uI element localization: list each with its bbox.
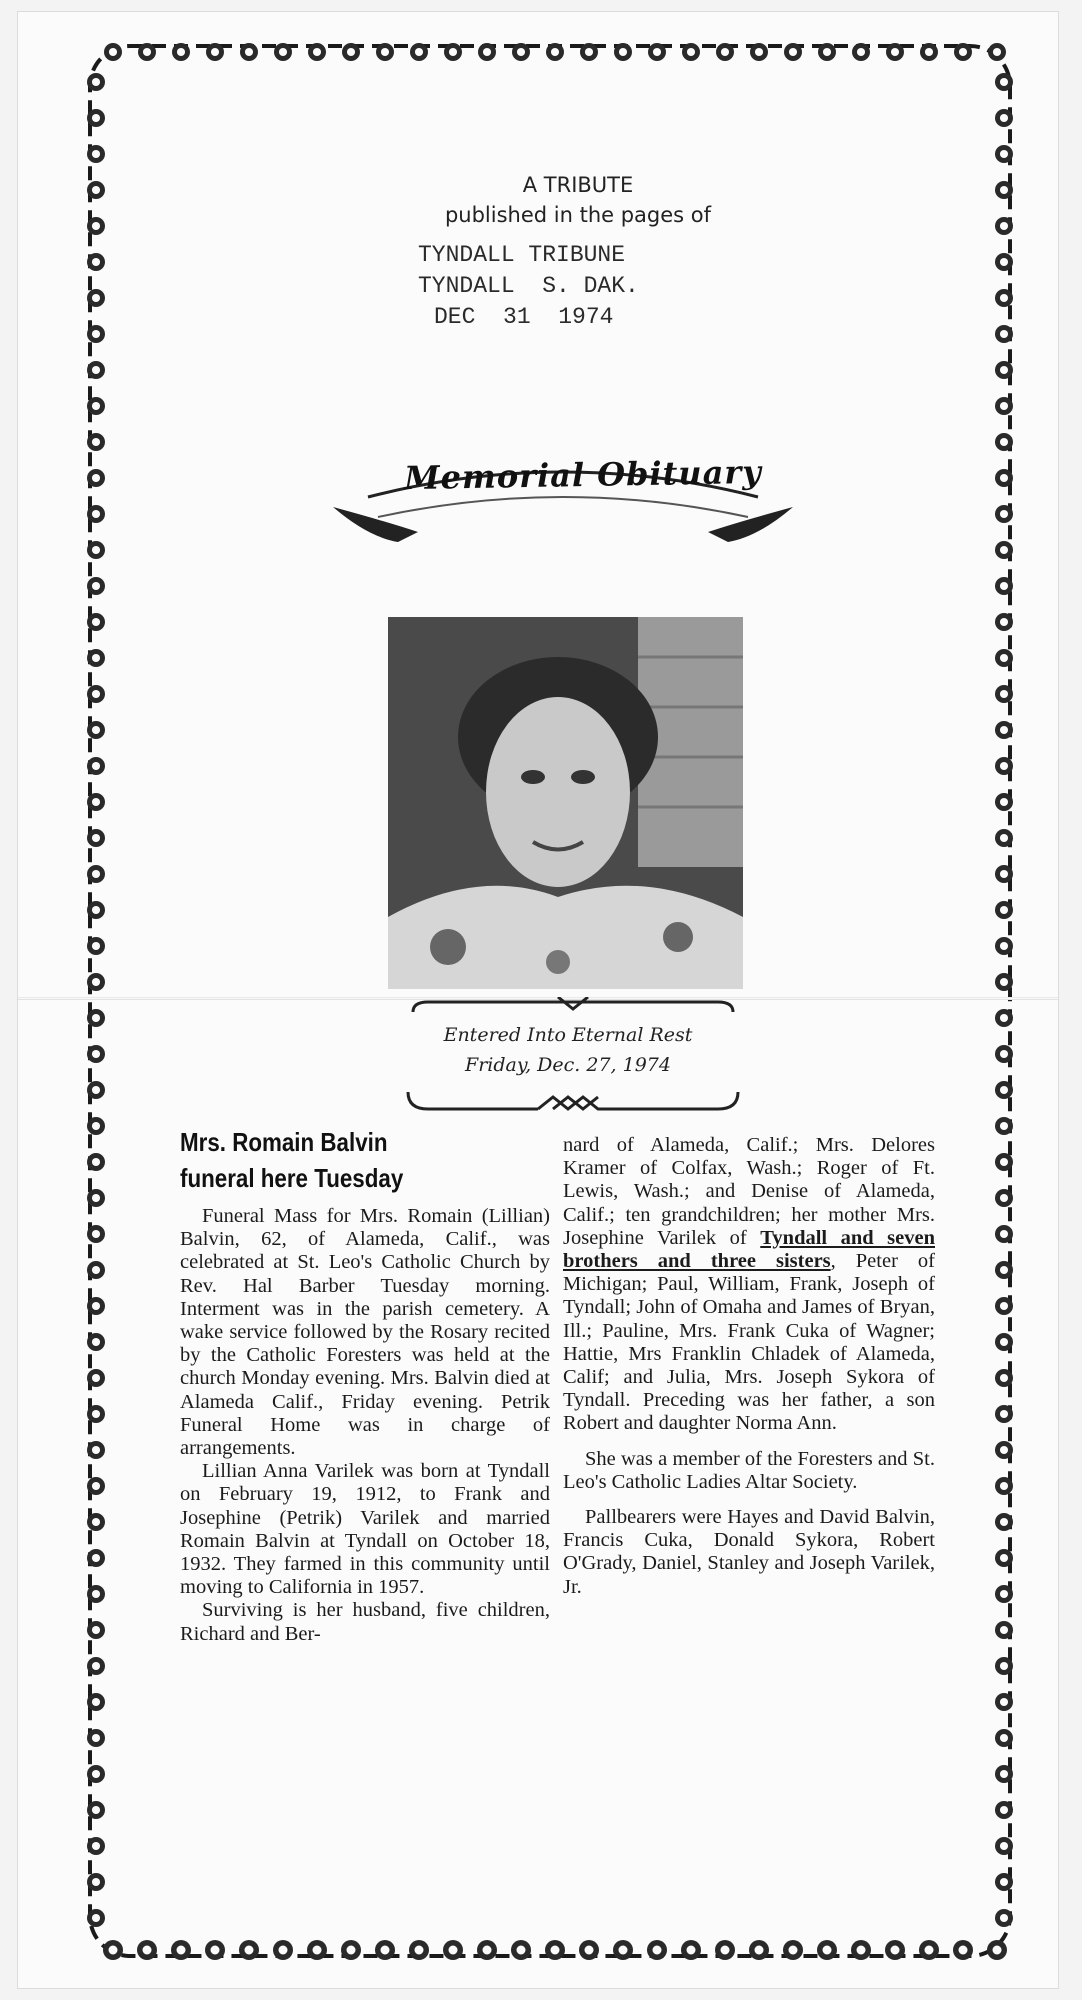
border-flower-center — [1000, 1914, 1008, 1922]
border-flower-center — [1000, 1050, 1008, 1058]
border-flower-center — [1000, 474, 1008, 482]
border-flower-center — [211, 1946, 220, 1955]
border-flower-center — [92, 1698, 100, 1706]
article-headline — [180, 1124, 447, 1196]
border-flower-center — [92, 1662, 100, 1670]
article-column-left — [180, 1205, 550, 1646]
portrait-photo — [388, 617, 743, 989]
border-flower-center — [857, 48, 865, 56]
border-flower-center — [415, 1946, 424, 1955]
border-flower-center — [279, 48, 287, 56]
border-flower-center — [1000, 1086, 1008, 1094]
border-flower-center — [92, 438, 100, 446]
typed-source — [418, 240, 718, 333]
border-flower-center — [823, 48, 831, 56]
border-flower-center — [92, 114, 100, 122]
border-flower-center — [1000, 510, 1008, 518]
border-flower-center — [92, 1194, 100, 1202]
border-flower-center — [1000, 294, 1008, 302]
border-flower-center — [92, 510, 100, 518]
banner-title: Memorial Obituary — [403, 452, 763, 498]
border-flower-center — [92, 1410, 100, 1418]
border-flower-center — [92, 546, 100, 554]
border-flower-center — [1000, 258, 1008, 266]
border-flower-center — [92, 366, 100, 374]
eternal-line-1: Entered Into Eternal Rest — [443, 1024, 693, 1046]
border-flower-center — [1000, 546, 1008, 554]
border-flower-center — [1000, 1230, 1008, 1238]
survivors-text-c: , Peter of Michigan; Paul, William, Frank, Joseph of Tyndall; John of Omaha and James of Bryan, Ill.; Pauline, Mrs. Frank Cuka of Wagner; Hattie, Mrs Franklin Chladek of Alameda, Calif; and Julia, Mrs. Joseph Sykora of Tyndall. Preceding was her father, a son Robert and daughter Norma Ann. — [563, 1250, 935, 1435]
border-flower-center — [92, 150, 100, 158]
paper-date: DEC 31 1974 — [434, 304, 614, 330]
border-flower-center — [687, 1946, 696, 1955]
border-flower-center — [109, 1946, 118, 1955]
border-flower-center — [92, 942, 100, 950]
border-flower-center — [483, 48, 491, 56]
border-flower-center — [92, 222, 100, 230]
border-flower-center — [993, 48, 1001, 56]
border-flower-center — [789, 1946, 798, 1955]
border-flower-center — [619, 48, 627, 56]
border-flower-center — [92, 294, 100, 302]
border-flower-center — [551, 48, 559, 56]
border-flower-center — [177, 1946, 186, 1955]
border-flower-center — [92, 1590, 100, 1598]
border-flower-center — [925, 48, 933, 56]
border-flower-center — [1000, 726, 1008, 734]
border-flower-center — [92, 1338, 100, 1346]
border-flower-center — [1000, 366, 1008, 374]
border-flower-center — [755, 1946, 764, 1955]
border-flower-center — [891, 48, 899, 56]
border-flower-center — [92, 1122, 100, 1130]
border-flower-center — [891, 1946, 900, 1955]
border-flower-center — [92, 402, 100, 410]
border-flower-center — [993, 1946, 1002, 1955]
border-flower-center — [1000, 402, 1008, 410]
border-flower-center — [517, 48, 525, 56]
border-flower-center — [92, 726, 100, 734]
border-flower-center — [92, 474, 100, 482]
border-flower-center — [92, 330, 100, 338]
border-flower-center — [1000, 1662, 1008, 1670]
border-flower-center — [92, 1770, 100, 1778]
border-flower-center — [585, 1946, 594, 1955]
border-flower-center — [92, 1626, 100, 1634]
border-flower-center — [1000, 870, 1008, 878]
border-flower-center — [92, 1158, 100, 1166]
border-flower-center — [1000, 1590, 1008, 1598]
headline-line-1: Mrs. Romain Balvin — [180, 1127, 388, 1157]
border-flower-center — [92, 1482, 100, 1490]
border-flower-center — [857, 1946, 866, 1955]
border-flower-center — [1000, 1842, 1008, 1850]
border-flower-center — [92, 1734, 100, 1742]
border-flower-center — [1000, 1698, 1008, 1706]
border-flower-center — [483, 1946, 492, 1955]
border-flower-center — [92, 978, 100, 986]
border-flower-center — [959, 1946, 968, 1955]
border-flower-center — [1000, 762, 1008, 770]
border-flower-center — [449, 1946, 458, 1955]
border-flower-center — [92, 1842, 100, 1850]
border-flower-center — [1000, 978, 1008, 986]
border-flower-center — [1000, 78, 1008, 86]
border-flower-center — [313, 1946, 322, 1955]
border-flower-center — [1000, 1878, 1008, 1886]
border-flower-center — [1000, 1734, 1008, 1742]
border-flower-center — [1000, 654, 1008, 662]
border-flower-center — [381, 1946, 390, 1955]
border-flower-center — [1000, 906, 1008, 914]
border-flower-center — [619, 1946, 628, 1955]
border-flower-center — [1000, 330, 1008, 338]
border-flower-center — [92, 870, 100, 878]
border-flower-center — [517, 1946, 526, 1955]
border-flower-center — [755, 48, 763, 56]
border-flower-center — [1000, 222, 1008, 230]
border-flower-center — [1000, 942, 1008, 950]
border-flower-center — [1000, 1374, 1008, 1382]
tribute-heading — [338, 170, 818, 230]
border-flower-center — [92, 1446, 100, 1454]
eternal-frame-bottom — [403, 1087, 743, 1117]
border-flower-center — [1000, 1482, 1008, 1490]
border-flower-center — [313, 48, 321, 56]
border-flower-center — [1000, 1122, 1008, 1130]
border-flower-center — [1000, 1554, 1008, 1562]
border-flower-center — [92, 1518, 100, 1526]
survivors-text-a: nard of Alameda, Calif.; Mrs. Delores Kramer of Colfax, Wash.; Roger of Ft. Lewis, Wash.; and Denise of Alameda, Calif.; ten grandchildren; her mother Mrs. Josephine Varilek of — [563, 1134, 935, 1249]
border-flower-center — [92, 690, 100, 698]
border-flower-center — [585, 48, 593, 56]
border-flower-center — [687, 48, 695, 56]
border-flower-center — [1000, 1266, 1008, 1274]
border-flower-center — [1000, 1446, 1008, 1454]
tribute-line-2: published in the pages of — [444, 203, 712, 227]
border-flower-center — [92, 1086, 100, 1094]
paper-name: TYNDALL TRIBUNE — [418, 242, 626, 268]
border-flower-center — [823, 1946, 832, 1955]
border-flower-center — [92, 618, 100, 626]
border-flower-center — [381, 48, 389, 56]
border-flower-center — [1000, 186, 1008, 194]
border-flower-center — [925, 1946, 934, 1955]
paragraph-membership: She was a member of the Foresters and St. Leo's Catholic Ladies Altar Society. — [563, 1447, 935, 1493]
border-flower-center — [1000, 438, 1008, 446]
border-flower-center — [92, 1266, 100, 1274]
border-flower-center — [109, 48, 117, 56]
border-flower-center — [551, 1946, 560, 1955]
border-flower-center — [959, 48, 967, 56]
border-flower-center — [92, 762, 100, 770]
border-flower-center — [92, 78, 100, 86]
border-flower-center — [92, 582, 100, 590]
border-flower-center — [1000, 1770, 1008, 1778]
border-flower-center — [92, 1914, 100, 1922]
border-flower-center — [347, 1946, 356, 1955]
headline-line-2: funeral here Tuesday — [180, 1163, 404, 1193]
paragraph-service: Funeral Mass for Mrs. Romain (Lillian) Balvin, 62, of Alameda, Calif., was celebrated at St. Leo's Catholic Church by Rev. Hal Barber Tuesday morning. Interment was in the parish cemetery. A wake service followed by the Rosary recited by the Catholic Foresters was held at the church Monday evening. Mrs. Balvin died at Alameda Calif., Friday evening. Petrik Funeral Home was in charge of arrangements. — [180, 1205, 550, 1460]
border-flower-center — [245, 48, 253, 56]
border-flower-center — [92, 906, 100, 914]
border-flower-center — [1000, 150, 1008, 158]
border-flower-center — [1000, 1158, 1008, 1166]
border-flower-center — [1000, 1410, 1008, 1418]
border-flower-center — [92, 186, 100, 194]
border-flower-center — [92, 1374, 100, 1382]
border-flower-center — [1000, 582, 1008, 590]
border-flower-center — [92, 654, 100, 662]
border-flower-center — [1000, 798, 1008, 806]
paragraph-survivors-start: Surviving is her husband, five children, Richard and Ber- — [180, 1599, 550, 1645]
border-flower-center — [1000, 1194, 1008, 1202]
obituary-sheet — [18, 12, 1058, 1988]
paragraph-biography: Lillian Anna Varilek was born at Tyndall on February 19, 1912, to Frank and Josephine (Petrik) Varilek and married Romain Balvin at Tyndall on October 18, 1932. They farmed in this community until moving to California in 1957. — [180, 1460, 550, 1599]
eternal-rest-notice — [408, 1020, 728, 1080]
article-column-right — [563, 1134, 935, 1599]
tribute-line-1: A TRIBUTE — [522, 173, 634, 197]
border-flower-center — [92, 258, 100, 266]
paragraph-pallbearers: Pallbearers were Hayes and David Balvin, Francis Cuka, Donald Sykora, Robert O'Grady, Daniel, Stanley and Joseph Varilek, Jr. — [563, 1506, 935, 1598]
border-flower-center — [92, 1050, 100, 1058]
border-flower-center — [92, 1878, 100, 1886]
eternal-frame-top — [408, 997, 738, 1017]
border-flower-center — [279, 1946, 288, 1955]
border-flower-center — [1000, 1302, 1008, 1310]
survivors-underlined: Tyndall and seven brothers and three sisters — [563, 1226, 935, 1273]
border-flower-center — [143, 48, 151, 56]
paragraph-survivors — [563, 1134, 935, 1436]
border-flower-center — [1000, 1338, 1008, 1346]
border-flower-center — [721, 48, 729, 56]
border-flower-center — [1000, 114, 1008, 122]
border-flower-center — [653, 48, 661, 56]
border-flower-center — [92, 1014, 100, 1022]
border-flower-center — [211, 48, 219, 56]
border-flower-center — [653, 1946, 662, 1955]
border-flower-center — [1000, 1806, 1008, 1814]
border-flower-center — [92, 1806, 100, 1814]
border-flower-center — [721, 1946, 730, 1955]
border-flower-center — [1000, 618, 1008, 626]
border-flower-center — [143, 1946, 152, 1955]
border-flower-center — [177, 48, 185, 56]
border-flower-center — [449, 48, 457, 56]
eternal-date: Friday, Dec. 27, 1974 — [465, 1054, 671, 1076]
border-flower-center — [789, 48, 797, 56]
paper-place: TYNDALL S. DAK. — [418, 273, 639, 299]
border-flower-center — [347, 48, 355, 56]
border-flower-center — [92, 1554, 100, 1562]
border-flower-center — [92, 834, 100, 842]
border-flower-center — [1000, 1626, 1008, 1634]
border-flower-center — [92, 1302, 100, 1310]
border-flower-center — [1000, 690, 1008, 698]
border-flower-center — [1000, 1014, 1008, 1022]
border-flower-center — [245, 1946, 254, 1955]
border-flower-center — [1000, 1518, 1008, 1526]
border-flower-center — [1000, 834, 1008, 842]
border-flower-center — [92, 798, 100, 806]
border-flower-center — [415, 48, 423, 56]
border-flower-center — [92, 1230, 100, 1238]
